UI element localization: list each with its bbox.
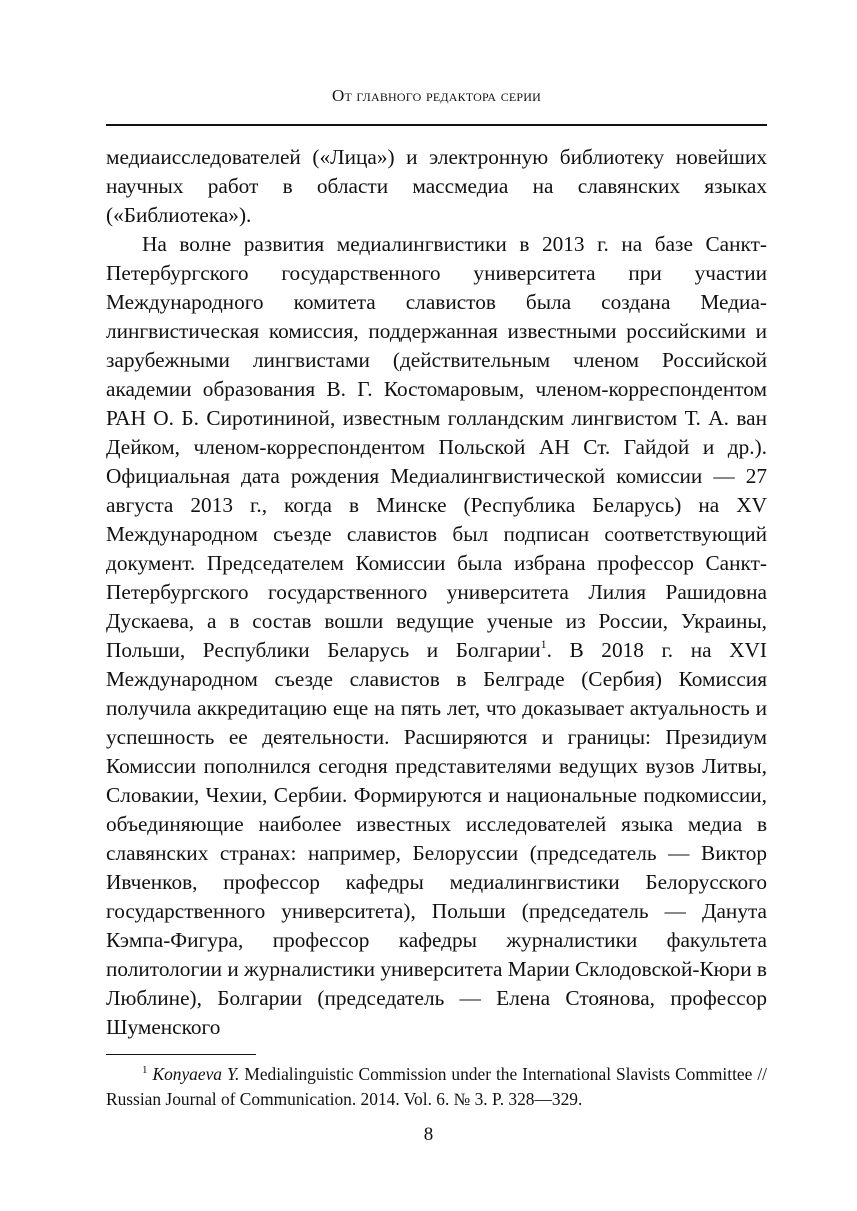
paragraph-2-part-2: . В 2018 г. на XVI Международном съезде славистов в Белграде (Сербия) Комиссия получила аккредитацию еще на пять лет, что доказывает актуальность и успешность ее деятельности. Расширяются и границы: Президиум Комиссии пополнился сегодня представителями ведущих вузов Литвы, Словакии, Чехии, Сербии. Формируются и национальные подкомиссии, объединяющие наиболее известных исследователей языка медиа в славянских странах: например, Белоруссии (председатель — Виктор Ивченков, профессор кафедры медиалингвистики Белорусского государственного университета), Польши (председатель — Данута Кэмпа-Фигура, профессор кафедры журналистики факультета политологии и журналистики университета Марии Склодовской-Кюри в Люблине), Болгарии (председатель — Елена Стоянова, профессор Шуменского <box>106 638 767 1039</box>
page-number: 8 <box>423 1124 434 1145</box>
main-text <box>106 143 767 1042</box>
paragraph-2-part-1: На волне развития медиалингвистики в 2013 г. на базе Санкт-Петербургского государственного университета при участии Международного комитета славистов была создана Медиалингвистическая комиссия, поддержанная известными российскими и зарубежными лингвистами (действительным членом Российской академии образования В. Г. Костомаровым, членом-корреспондентом РАН О. Б. Сиротининой, известным голландским лингвистом Т. А. ван Дейком, членом-корреспондентом Польской АН Ст. Гайдой и др.). Официальная дата рождения Медиалингвистической комиссии — 27 августа 2013 г., когда в Минске (Республика Беларусь) на XV Международном съезде славистов был подписан соответствующий документ. Председателем Комиссии была избрана профессор Санкт-Петербургского государственного университета Лилия Рашидовна Дускаева, а в состав вошли ведущие ученые из России, Украины, Польши, Республики Беларусь и Болгарии <box>106 232 767 662</box>
paragraph-1: медиаисследователей («Лица») и электронную библиотеку новейших научных работ в области массмедиа на славянских языках («Библиотека»). <box>106 145 767 227</box>
footnote-separator <box>106 1054 256 1055</box>
footnote-reference: 1 <box>540 637 547 651</box>
running-head-rest: т главного редактора серии <box>344 86 542 105</box>
header-rule <box>106 124 767 126</box>
footnote-text: Medialinguistic Commission under the International Slavists Committee // Russian Journal of Communication. 2014. Vol. 6. № 3. P. 328—329. <box>106 1064 767 1109</box>
running-head <box>106 86 767 106</box>
running-head-initial: О <box>331 86 345 105</box>
footnote-marker: 1 <box>142 1064 148 1076</box>
paragraph-2 <box>106 230 767 1042</box>
footnote <box>106 1062 767 1112</box>
footnote-author: Konyaeva Y. <box>152 1064 240 1084</box>
